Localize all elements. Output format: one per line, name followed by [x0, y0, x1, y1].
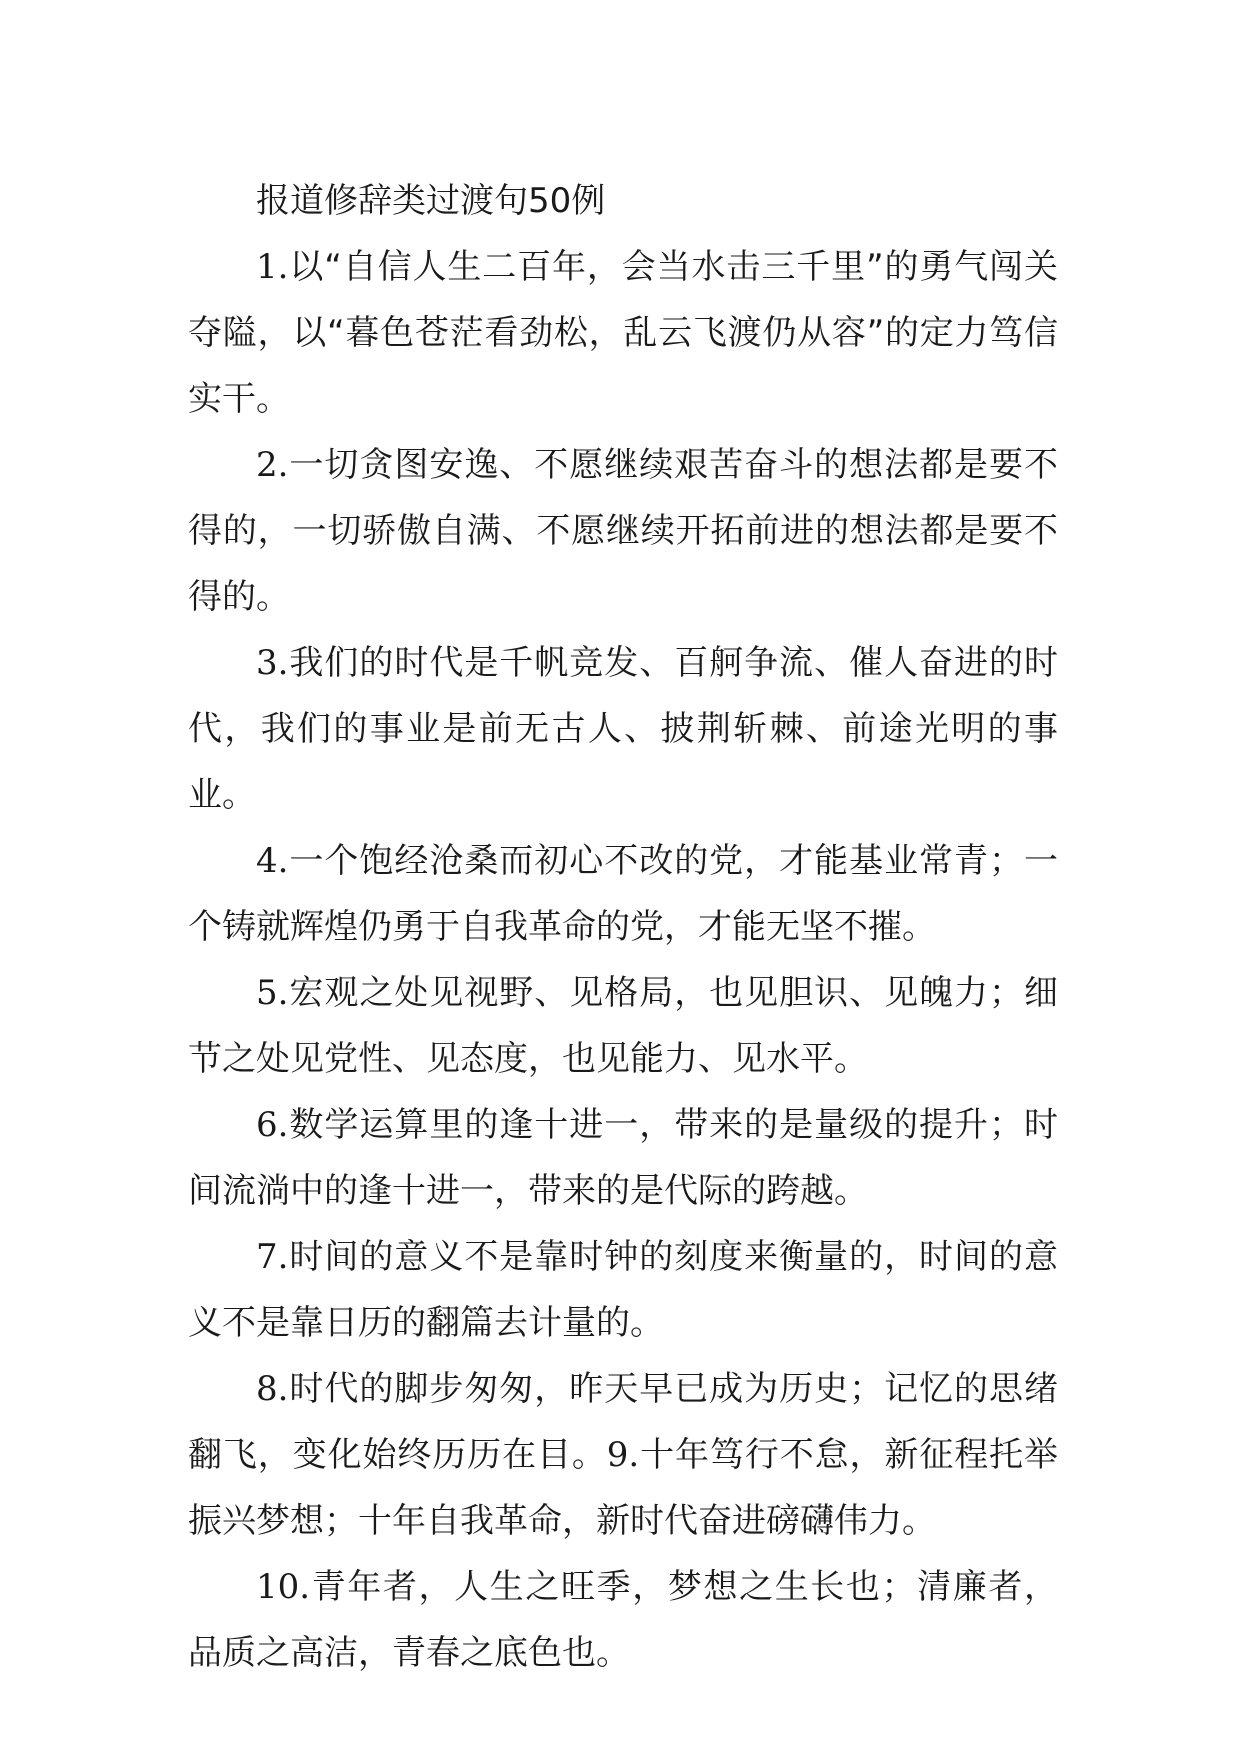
- item-number: 4.: [256, 841, 289, 881]
- list-item: [188, 1554, 1058, 1686]
- item-number: 9.: [606, 1435, 640, 1475]
- item-number: 10.: [256, 1567, 311, 1607]
- item-number: 6.: [256, 1105, 289, 1145]
- item-text: 宏观之处见视野、见格局，也见胆识、见魄力；细节之处见党性、见态度，也见能力、见水平。: [188, 973, 1058, 1079]
- list-item: [188, 1092, 1058, 1224]
- list-item: [188, 432, 1058, 630]
- item-number: 1.: [256, 247, 289, 287]
- list-item: [188, 828, 1058, 960]
- item-number: 8.: [256, 1369, 289, 1409]
- item-text: 时代的脚步匆匆，昨天早已成为历史；记忆的思绪翻飞，变化始终历历在目。: [188, 1369, 1058, 1475]
- list-item: [188, 630, 1058, 828]
- item-text: 十年笃行不怠，新征程托举振兴梦想；十年自我革命，新时代奋进磅礴伟力。: [188, 1435, 1059, 1541]
- item-number: 7.: [256, 1237, 289, 1277]
- item-text: 我们的时代是千帆竞发、百舸争流、催人奋进的时代，我们的事业是前无古人、披荆斩棘、前途光明的事业。: [188, 643, 1058, 815]
- document-page: [188, 168, 1058, 1686]
- item-text: 时间的意义不是靠时钟的刻度来衡量的，时间的意义不是靠日历的翻篇去计量的。: [188, 1237, 1058, 1343]
- item-number: 5.: [256, 973, 289, 1013]
- list-item: [188, 234, 1058, 432]
- item-text: 数学运算里的逢十进一，带来的是量级的提升；时间流淌中的逢十进一，带来的是代际的跨越。: [188, 1105, 1058, 1211]
- item-number: 3.: [256, 643, 289, 683]
- list-item: [188, 1356, 1058, 1554]
- list-item: [188, 1224, 1058, 1356]
- document-title: 报道修辞类过渡句50例: [256, 181, 606, 221]
- item-text: 以“自信人生二百年，会当水击三千里”的勇气闯关夺隘，以“暮色苍茫看劲松，乱云飞渡仍从容”的定力笃信实干。: [188, 247, 1058, 419]
- item-text: 一切贪图安逸、不愿继续艰苦奋斗的想法都是要不得的，一切骄傲自满、不愿继续开拓前进的想法都是要不得的。: [188, 445, 1058, 617]
- item-text: 青年者，人生之旺季，梦想之生长也；清廉者，品质之高洁，青春之底色也。: [188, 1567, 1058, 1673]
- item-text: 一个饱经沧桑而初心不改的党，才能基业常青；一个铸就辉煌仍勇于自我革命的党，才能无坚不摧。: [188, 841, 1058, 947]
- list-item: [188, 960, 1058, 1092]
- item-number: 2.: [256, 445, 289, 485]
